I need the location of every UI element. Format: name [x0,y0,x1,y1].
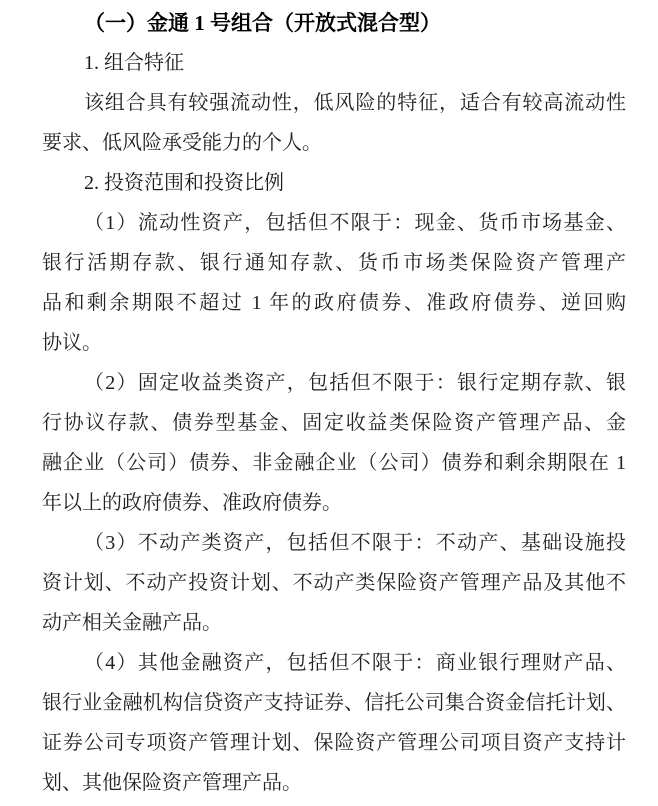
paragraph-line: 银行活期存款、银行通知存款、货币市场类保险资产管理产 [42,252,626,274]
paragraph-line: 品和剩余期限不超过 1 年的政府债券、准政府债券、逆回购 [42,292,626,314]
paragraph-line: （3）不动产类资产，包括但不限于：不动产、基础设施投 [84,532,626,554]
paragraph-line: 年以上的政府债券、准政府债券。 [42,492,342,514]
heading-investment-scope: 2. 投资范围和投资比例 [84,172,284,194]
paragraph-line: 协议。 [42,332,102,354]
paragraph-line: 该组合具有较强流动性，低风险的特征，适合有较高流动性 [84,92,626,114]
heading-portfolio-features: 1. 组合特征 [84,52,184,74]
paragraph-line: 资计划、不动产投资计划、不动产类保险资产管理产品及其他不 [42,572,626,594]
paragraph-line: （4）其他金融资产，包括但不限于：商业银行理财产品、 [84,652,626,674]
paragraph-line: 行协议存款、债券型基金、固定收益类保险资产管理产品、金 [42,412,626,434]
paragraph-line: 要求、低风险承受能力的个人。 [42,132,322,154]
doc-section-title: （一）金通 1 号组合（开放式混合型） [84,11,441,35]
paragraph-line: 融企业（公司）债券、非金融企业（公司）债券和剩余期限在 1 [42,452,626,474]
paragraph-line: （2）固定收益类资产，包括但不限于：银行定期存款、银 [84,372,626,394]
paragraph-line: 银行业金融机构信贷资产支持证券、信托公司集合资金信托计划、 [42,692,626,714]
paragraph-line: （1）流动性资产，包括但不限于：现金、货币市场基金、 [84,212,626,234]
paragraph-line: 划、其他保险资产管理产品。 [42,772,302,794]
paragraph-line: 证券公司专项资产管理计划、保险资产管理公司项目资产支持计 [42,732,626,754]
paragraph-line: 动产相关金融产品。 [42,612,222,634]
